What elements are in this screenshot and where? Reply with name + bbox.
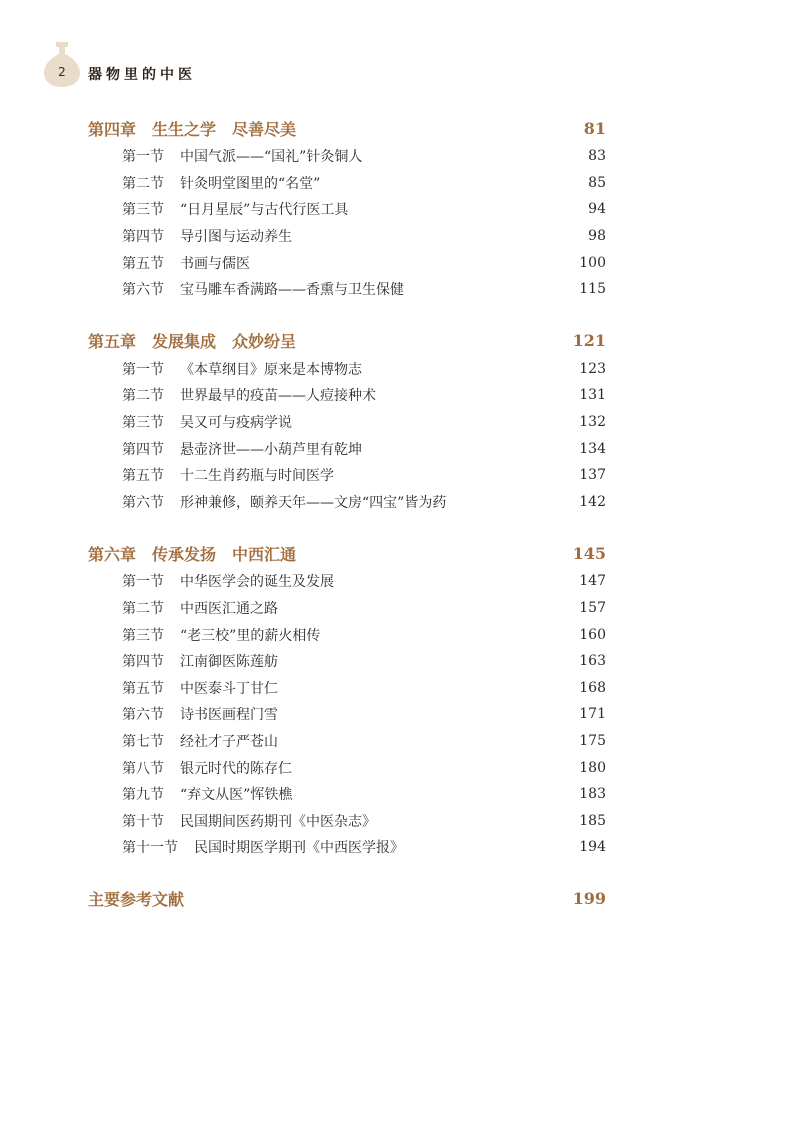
section-number: 第六节 bbox=[122, 707, 164, 724]
section-page: 123 bbox=[579, 360, 606, 377]
section-number: 第四节 bbox=[122, 229, 164, 246]
section-row[interactable] bbox=[88, 568, 606, 595]
section-page: 137 bbox=[579, 467, 606, 484]
chapter-title: 第五章 发展集成 众妙纷呈 bbox=[88, 332, 297, 352]
section-number: 第九节 bbox=[122, 787, 164, 804]
section-number: 第二节 bbox=[122, 175, 164, 192]
section-row[interactable] bbox=[88, 196, 606, 223]
chapter-row[interactable] bbox=[88, 538, 606, 568]
section-row[interactable] bbox=[88, 728, 606, 755]
section-page: 175 bbox=[579, 732, 606, 749]
section-title: 经社才子严苍山 bbox=[180, 733, 278, 750]
section-page: 171 bbox=[579, 706, 606, 723]
section-title: 形神兼修，颐养天年——文房“四宝”皆为药 bbox=[180, 494, 447, 511]
section-title: 民国期间医药期刊《中医杂志》 bbox=[180, 813, 376, 830]
section-page: 180 bbox=[579, 759, 606, 776]
chapter-page: 81 bbox=[583, 118, 606, 138]
section-page: 160 bbox=[579, 626, 606, 643]
section-number: 第三节 bbox=[122, 415, 164, 432]
section-title: 中医泰斗丁甘仁 bbox=[180, 680, 278, 697]
section-title: 世界最早的疫苗——人痘接种术 bbox=[180, 388, 376, 405]
section-page: 132 bbox=[579, 414, 606, 431]
section-title: 江南御医陈莲舫 bbox=[180, 654, 278, 671]
section-page: 98 bbox=[588, 228, 606, 245]
section-title: 民国时期医学期刊《中西医学报》 bbox=[194, 840, 404, 857]
section-number: 第四节 bbox=[122, 441, 164, 458]
section-row[interactable] bbox=[88, 807, 606, 834]
section-row[interactable] bbox=[88, 754, 606, 781]
table-of-contents bbox=[88, 113, 606, 914]
section-row[interactable] bbox=[88, 356, 606, 383]
section-row[interactable] bbox=[88, 648, 606, 675]
section-row[interactable] bbox=[88, 595, 606, 622]
section-title: 针灸明堂图里的“名堂” bbox=[180, 175, 321, 192]
section-number: 第七节 bbox=[122, 733, 164, 750]
section-row[interactable] bbox=[88, 781, 606, 808]
chapter-row[interactable] bbox=[88, 113, 606, 143]
section-number: 第八节 bbox=[122, 760, 164, 777]
section-page: 131 bbox=[579, 387, 606, 404]
section-page: 134 bbox=[579, 440, 606, 457]
section-row[interactable] bbox=[88, 409, 606, 436]
section-page: 163 bbox=[579, 653, 606, 670]
section-number: 第一节 bbox=[122, 361, 164, 378]
section-number: 第四节 bbox=[122, 654, 164, 671]
section-page: 183 bbox=[579, 786, 606, 803]
chapter-page: 121 bbox=[572, 331, 606, 351]
section-row[interactable] bbox=[88, 223, 606, 250]
section-title: 十二生肖药瓶与时间医学 bbox=[180, 468, 334, 485]
chapter-page: 145 bbox=[572, 543, 606, 563]
page-number: 2 bbox=[58, 65, 66, 79]
section-page: 168 bbox=[579, 679, 606, 696]
section-page: 147 bbox=[579, 573, 606, 590]
section-title: 吴又可与疫病学说 bbox=[180, 415, 292, 432]
section-row[interactable] bbox=[88, 462, 606, 489]
section-row[interactable] bbox=[88, 701, 606, 728]
section-number: 第三节 bbox=[122, 202, 164, 219]
section-title: 导引图与运动养生 bbox=[180, 229, 292, 246]
section-row[interactable] bbox=[88, 675, 606, 702]
section-number: 第六节 bbox=[122, 494, 164, 511]
section-number: 第五节 bbox=[122, 680, 164, 697]
section-number: 第一节 bbox=[122, 574, 164, 591]
section-title: 银元时代的陈存仁 bbox=[180, 760, 292, 777]
section-number: 第一节 bbox=[122, 149, 164, 166]
section-page: 100 bbox=[579, 254, 606, 271]
section-page: 83 bbox=[588, 148, 606, 165]
section-row[interactable] bbox=[88, 249, 606, 276]
section-title: 书画与儒医 bbox=[180, 255, 250, 272]
section-row[interactable] bbox=[88, 276, 606, 303]
section-number: 第三节 bbox=[122, 627, 164, 644]
section-title: 《本草纲目》原来是本博物志 bbox=[180, 361, 362, 378]
section-title: 宝马雕车香满路——香熏与卫生保健 bbox=[180, 282, 404, 299]
section-title: 悬壶济世——小葫芦里有乾坤 bbox=[180, 441, 362, 458]
section-number: 第十节 bbox=[122, 813, 164, 830]
section-row[interactable] bbox=[88, 170, 606, 197]
section-row[interactable] bbox=[88, 382, 606, 409]
section-row[interactable] bbox=[88, 489, 606, 516]
chapter-title: 第六章 传承发扬 中西汇通 bbox=[88, 544, 297, 564]
section-row[interactable] bbox=[88, 834, 606, 861]
section-page: 85 bbox=[588, 174, 606, 191]
section-number: 第二节 bbox=[122, 601, 164, 618]
section-number: 第十一节 bbox=[122, 840, 178, 857]
section-page: 185 bbox=[579, 812, 606, 829]
references-page: 199 bbox=[572, 889, 606, 909]
section-title: 诗书医画程门雪 bbox=[180, 707, 278, 724]
section-page: 194 bbox=[579, 839, 606, 856]
section-page: 157 bbox=[579, 600, 606, 617]
section-title: 中华医学会的诞生及发展 bbox=[180, 574, 334, 591]
section-number: 第五节 bbox=[122, 468, 164, 485]
chapter-title: 第四章 生生之学 尽善尽美 bbox=[88, 119, 297, 139]
chapter-row[interactable] bbox=[88, 326, 606, 356]
section-number: 第二节 bbox=[122, 388, 164, 405]
section-title: 中国气派——“国礼”针灸铜人 bbox=[180, 149, 363, 166]
section-title: “弃文从医”恽铁樵 bbox=[180, 787, 293, 804]
section-number: 第六节 bbox=[122, 282, 164, 299]
section-page: 115 bbox=[579, 281, 606, 298]
section-page: 142 bbox=[579, 493, 606, 510]
section-row[interactable] bbox=[88, 621, 606, 648]
references-row[interactable] bbox=[88, 884, 606, 914]
book-title: 器物里的中医 bbox=[88, 67, 196, 83]
references-title: 主要参考文献 bbox=[88, 890, 185, 910]
section-number: 第五节 bbox=[122, 255, 164, 272]
section-row[interactable] bbox=[88, 143, 606, 170]
section-title: “日月星辰”与古代行医工具 bbox=[180, 202, 349, 219]
section-title: 中西医汇通之路 bbox=[180, 601, 278, 618]
section-page: 94 bbox=[588, 201, 606, 218]
section-row[interactable] bbox=[88, 435, 606, 462]
page-header bbox=[40, 40, 340, 90]
vase-icon bbox=[40, 40, 84, 88]
section-title: “老三校”里的薪火相传 bbox=[180, 627, 321, 644]
